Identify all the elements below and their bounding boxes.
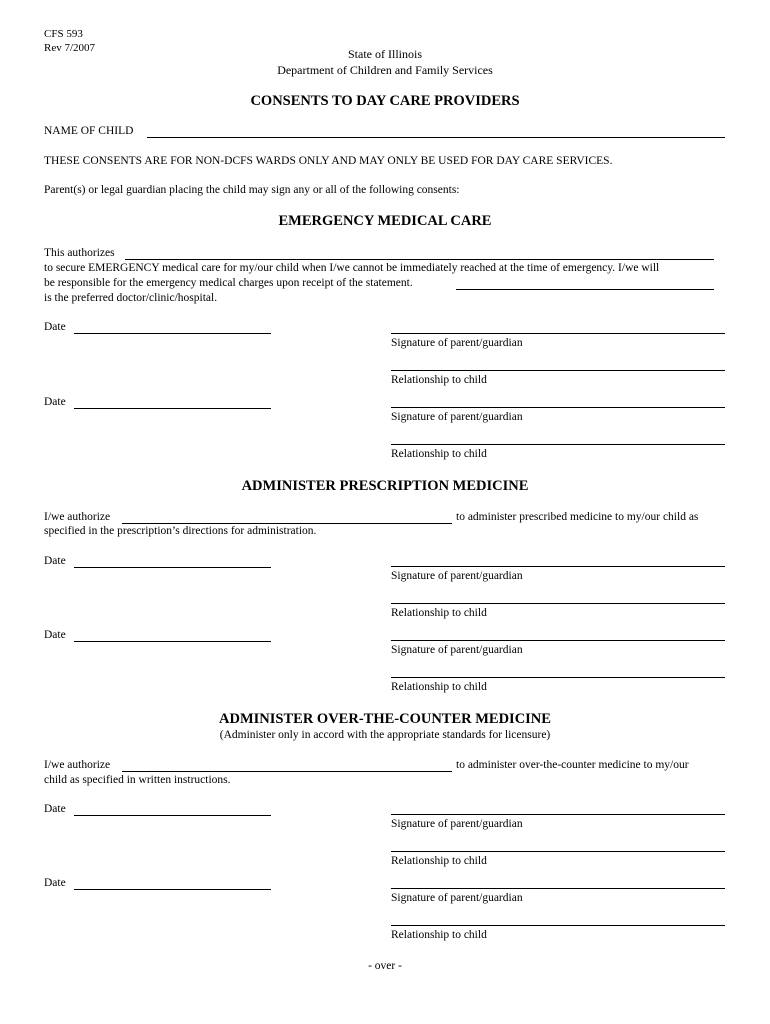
otc-signature-field-1[interactable] — [391, 814, 725, 815]
otc-heading: ADMINISTER OVER-THE-COUNTER MEDICINE — [219, 711, 551, 727]
emergency-doctor-field[interactable] — [456, 289, 714, 290]
signature-label: Signature of parent/guardian — [391, 818, 523, 830]
emergency-line4: is the preferred doctor/clinic/hospital. — [44, 292, 218, 304]
otc-date-field-2[interactable] — [74, 889, 271, 890]
signature-label: Signature of parent/guardian — [391, 337, 523, 349]
otc-authorized-field[interactable] — [122, 771, 452, 772]
prescription-authorized-field[interactable] — [122, 523, 452, 524]
prescription-line1-start: I/we authorize — [44, 511, 111, 523]
otc-signature-field-2[interactable] — [391, 888, 725, 889]
signature-label: Signature of parent/guardian — [391, 411, 523, 423]
emergency-date-field-2[interactable] — [74, 408, 271, 409]
emergency-signature-field-1[interactable] — [391, 333, 725, 334]
otc-date-field-1[interactable] — [74, 815, 271, 816]
emergency-date-field-1[interactable] — [74, 333, 271, 334]
emergency-relationship-field-1[interactable] — [391, 370, 725, 371]
relationship-label: Relationship to child — [391, 929, 487, 941]
prescription-date-field-2[interactable] — [74, 641, 271, 642]
intro-text: Parent(s) or legal guardian placing the child may sign any or all of the following consents: — [44, 184, 460, 196]
otc-subheading: (Administer only in accord with the appropriate standards for licensure) — [219, 729, 551, 741]
relationship-label: Relationship to child — [391, 374, 487, 386]
prescription-signature-field-2[interactable] — [391, 640, 725, 641]
signature-label: Signature of parent/guardian — [391, 570, 523, 582]
department-name: Department of Children and Family Services — [277, 63, 493, 77]
date-label: Date — [44, 877, 66, 889]
date-label: Date — [44, 555, 66, 567]
emergency-authorized-provider-field[interactable] — [125, 259, 714, 260]
form-revision: Rev 7/2007 — [44, 42, 96, 54]
page-footer: - over - — [368, 960, 402, 972]
otc-line1-end: to administer over-the-counter medicine to my/our — [456, 759, 689, 771]
relationship-label: Relationship to child — [391, 607, 487, 619]
relationship-label: Relationship to child — [391, 681, 487, 693]
emergency-line1: This authorizes — [44, 247, 115, 259]
page-title: CONSENTS TO DAY CARE PROVIDERS — [250, 93, 520, 109]
signature-label: Signature of parent/guardian — [391, 644, 523, 656]
otc-relationship-field-2[interactable] — [391, 925, 725, 926]
prescription-signature-field-1[interactable] — [391, 566, 725, 567]
prescription-relationship-field-1[interactable] — [391, 603, 725, 604]
date-label: Date — [44, 803, 66, 815]
form-number: CFS 593 — [44, 28, 83, 40]
date-label: Date — [44, 629, 66, 641]
otc-line2: child as specified in written instructions. — [44, 774, 231, 786]
date-label: Date — [44, 321, 66, 333]
prescription-date-field-1[interactable] — [74, 567, 271, 568]
otc-line1-start: I/we authorize — [44, 759, 111, 771]
name-of-child-field[interactable] — [147, 137, 725, 138]
prescription-heading: ADMINISTER PRESCRIPTION MEDICINE — [241, 478, 529, 494]
otc-relationship-field-1[interactable] — [391, 851, 725, 852]
emergency-line2: to secure EMERGENCY medical care for my/our child when I/we cannot be immediately reached at the time of emergency. I/we will — [44, 262, 660, 274]
notice-text: THESE CONSENTS ARE FOR NON-DCFS WARDS ONLY AND MAY ONLY BE USED FOR DAY CARE SERVICES. — [44, 155, 613, 167]
relationship-label: Relationship to child — [391, 855, 487, 867]
emergency-relationship-field-2[interactable] — [391, 444, 725, 445]
prescription-line1-end: to administer prescribed medicine to my/our child as — [456, 511, 699, 523]
signature-label: Signature of parent/guardian — [391, 892, 523, 904]
name-of-child-label: NAME OF CHILD — [44, 125, 134, 137]
prescription-relationship-field-2[interactable] — [391, 677, 725, 678]
date-label: Date — [44, 396, 66, 408]
relationship-label: Relationship to child — [391, 448, 487, 460]
state-name: State of Illinois — [348, 47, 422, 61]
prescription-line2: specified in the prescription’s directions for administration. — [44, 525, 317, 537]
emergency-line3: be responsible for the emergency medical charges upon receipt of the statement. — [44, 277, 413, 289]
emergency-heading: EMERGENCY MEDICAL CARE — [278, 213, 492, 229]
emergency-signature-field-2[interactable] — [391, 407, 725, 408]
